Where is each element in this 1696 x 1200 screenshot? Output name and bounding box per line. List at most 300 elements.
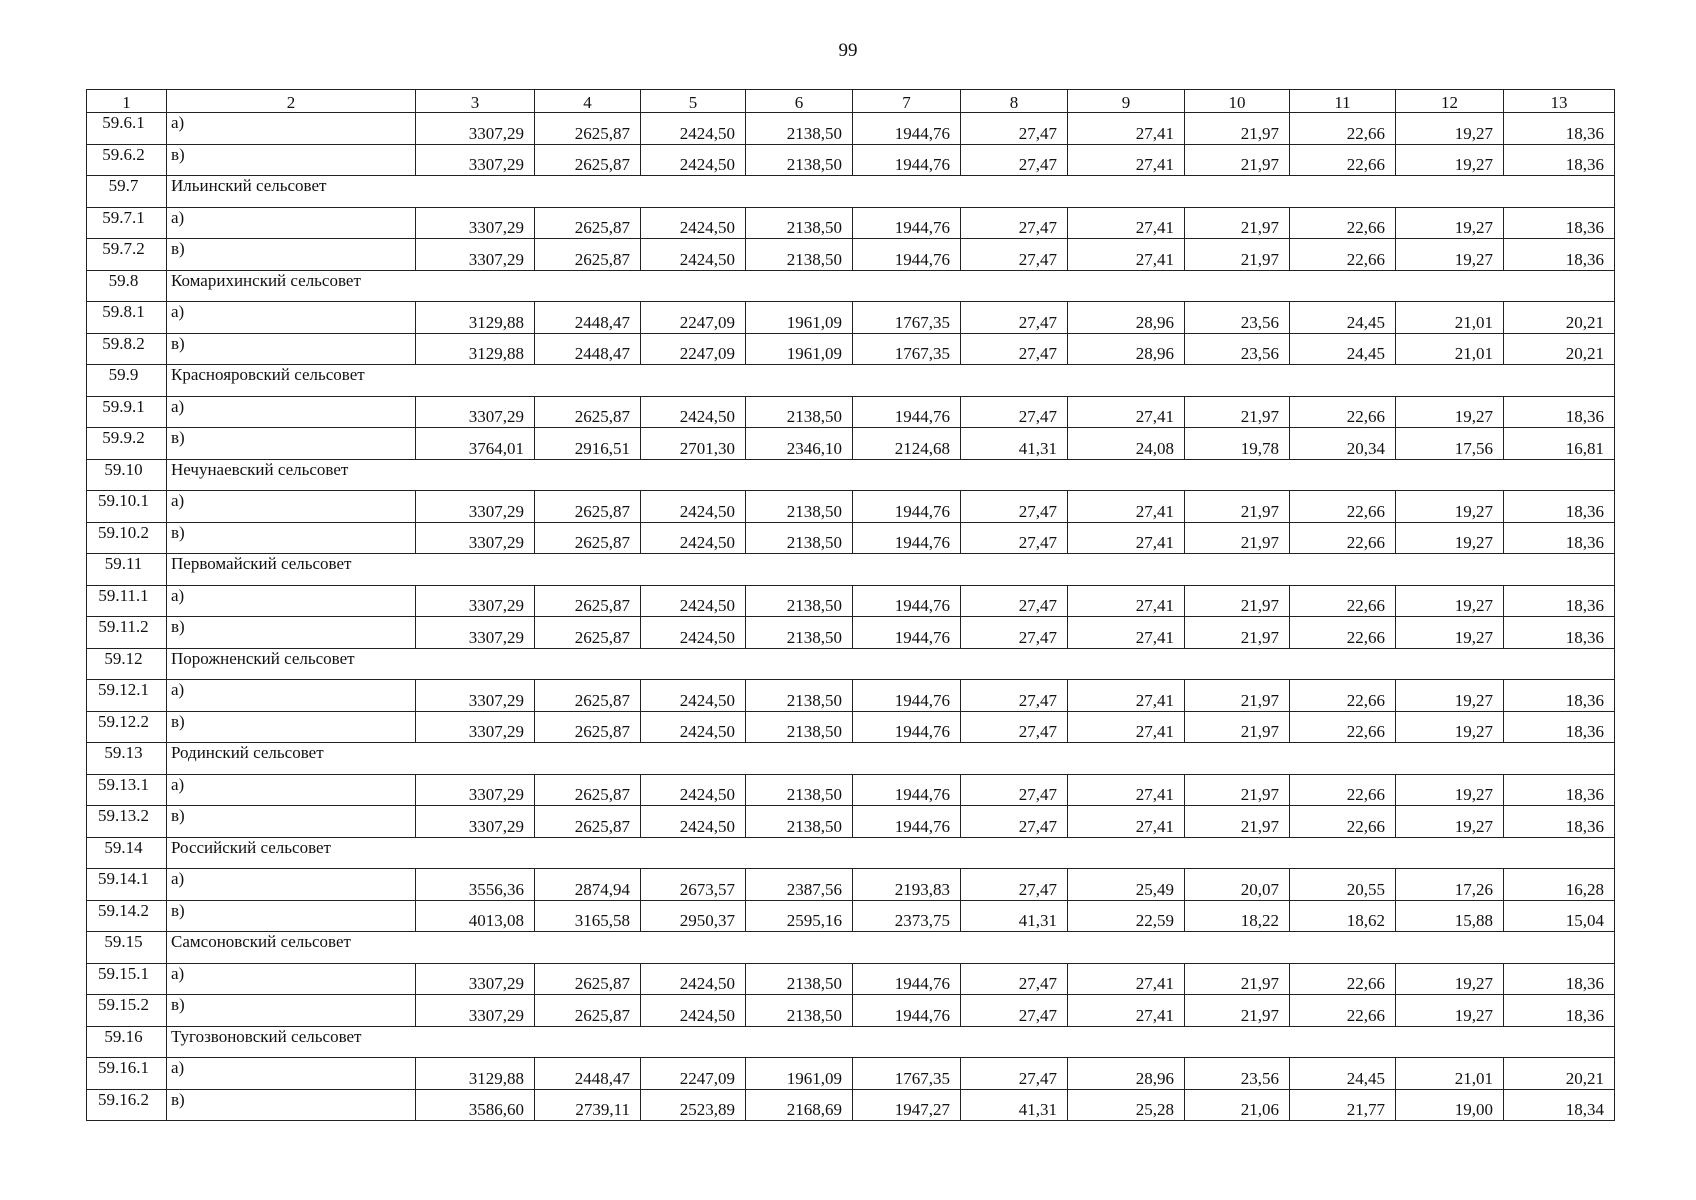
value-cell: 18,36 [1504,806,1615,838]
value-cell: 17,26 [1396,869,1504,901]
row-label: в) [167,144,416,176]
value-cell: 21,97 [1185,522,1290,554]
table-row [87,900,1615,932]
value-cell: 18,22 [1185,900,1290,932]
value-cell: 21,97 [1185,680,1290,712]
section-row [87,270,1615,302]
row-code: 59.15.2 [87,995,167,1027]
value-cell: 22,66 [1290,239,1396,271]
section-row [87,932,1615,964]
row-label: в) [167,806,416,838]
column-header: 2 [167,90,416,113]
value-cell: 1944,76 [853,113,961,145]
value-cell: 2193,83 [853,869,961,901]
value-cell: 2247,09 [641,302,746,334]
column-header: 9 [1068,90,1185,113]
value-cell: 22,59 [1068,900,1185,932]
value-cell: 19,27 [1396,711,1504,743]
value-cell: 3556,36 [416,869,535,901]
row-label: в) [167,617,416,649]
value-cell: 3307,29 [416,963,535,995]
value-cell: 1947,27 [853,1089,961,1121]
value-cell: 2424,50 [641,711,746,743]
value-cell: 27,41 [1068,774,1185,806]
value-cell: 2424,50 [641,995,746,1027]
value-cell: 18,36 [1504,491,1615,523]
value-cell: 27,47 [961,239,1068,271]
value-cell: 27,41 [1068,680,1185,712]
value-cell: 1944,76 [853,963,961,995]
value-cell: 19,27 [1396,963,1504,995]
value-cell: 2595,16 [746,900,853,932]
value-cell: 21,77 [1290,1089,1396,1121]
value-cell: 27,47 [961,806,1068,838]
row-label: в) [167,711,416,743]
value-cell: 16,81 [1504,428,1615,460]
row-code: 59.14.1 [87,869,167,901]
value-cell: 21,97 [1185,774,1290,806]
row-label: в) [167,239,416,271]
value-cell: 2424,50 [641,144,746,176]
value-cell: 2387,56 [746,869,853,901]
value-cell: 2346,10 [746,428,853,460]
value-cell: 2138,50 [746,113,853,145]
value-cell: 1944,76 [853,617,961,649]
value-cell: 20,34 [1290,428,1396,460]
row-label: в) [167,995,416,1027]
value-cell: 27,41 [1068,239,1185,271]
value-cell: 3165,58 [535,900,641,932]
value-cell: 1944,76 [853,491,961,523]
value-cell: 2625,87 [535,806,641,838]
value-cell: 1944,76 [853,239,961,271]
value-cell: 27,41 [1068,711,1185,743]
value-cell: 27,47 [961,113,1068,145]
value-cell: 20,21 [1504,302,1615,334]
value-cell: 19,27 [1396,806,1504,838]
column-header: 6 [746,90,853,113]
row-code: 59.13.2 [87,806,167,838]
value-cell: 3307,29 [416,806,535,838]
column-header: 1 [87,90,167,113]
value-cell: 2138,50 [746,585,853,617]
value-cell: 24,45 [1290,1058,1396,1090]
value-cell: 2124,68 [853,428,961,460]
value-cell: 2916,51 [535,428,641,460]
value-cell: 2424,50 [641,113,746,145]
row-code: 59.16 [87,1026,167,1058]
row-label: а) [167,963,416,995]
value-cell: 21,97 [1185,806,1290,838]
value-cell: 22,66 [1290,207,1396,239]
value-cell: 1944,76 [853,680,961,712]
value-cell: 2625,87 [535,585,641,617]
value-cell: 41,31 [961,900,1068,932]
row-code: 59.9 [87,365,167,397]
value-cell: 2625,87 [535,396,641,428]
value-cell: 23,56 [1185,1058,1290,1090]
value-cell: 22,66 [1290,806,1396,838]
value-cell: 2424,50 [641,680,746,712]
section-title: Ильинский сельсовет [167,176,1615,208]
value-cell: 19,27 [1396,585,1504,617]
value-cell: 1944,76 [853,585,961,617]
section-row [87,648,1615,680]
row-label: в) [167,522,416,554]
value-cell: 27,47 [961,1058,1068,1090]
value-cell: 23,56 [1185,302,1290,334]
value-cell: 2625,87 [535,491,641,523]
table-row [87,963,1615,995]
value-cell: 18,36 [1504,207,1615,239]
value-cell: 2138,50 [746,680,853,712]
value-cell: 18,36 [1504,522,1615,554]
row-label: а) [167,1058,416,1090]
value-cell: 2138,50 [746,522,853,554]
column-header: 7 [853,90,961,113]
section-title: Родинский сельсовет [167,743,1615,775]
value-cell: 1944,76 [853,995,961,1027]
value-cell: 27,47 [961,302,1068,334]
value-cell: 3307,29 [416,774,535,806]
row-code: 59.7 [87,176,167,208]
value-cell: 24,45 [1290,333,1396,365]
value-cell: 27,47 [961,144,1068,176]
value-cell: 4013,08 [416,900,535,932]
row-code: 59.14 [87,837,167,869]
value-cell: 18,36 [1504,585,1615,617]
value-cell: 3307,29 [416,113,535,145]
value-cell: 2138,50 [746,144,853,176]
row-code: 59.8 [87,270,167,302]
table-row [87,113,1615,145]
row-label: а) [167,491,416,523]
row-label: а) [167,113,416,145]
value-cell: 2448,47 [535,302,641,334]
row-code: 59.13 [87,743,167,775]
row-code: 59.9.2 [87,428,167,460]
value-cell: 1944,76 [853,774,961,806]
value-cell: 2168,69 [746,1089,853,1121]
row-code: 59.16.2 [87,1089,167,1121]
value-cell: 21,97 [1185,207,1290,239]
value-cell: 2523,89 [641,1089,746,1121]
value-cell: 18,34 [1504,1089,1615,1121]
value-cell: 2138,50 [746,491,853,523]
value-cell: 28,96 [1068,1058,1185,1090]
row-code: 59.6.1 [87,113,167,145]
section-title: Тугозвоновский сельсовет [167,1026,1615,1058]
value-cell: 18,36 [1504,774,1615,806]
value-cell: 27,47 [961,774,1068,806]
value-cell: 21,97 [1185,711,1290,743]
value-cell: 21,97 [1185,585,1290,617]
value-cell: 19,27 [1396,522,1504,554]
value-cell: 18,36 [1504,144,1615,176]
row-label: а) [167,680,416,712]
column-header: 11 [1290,90,1396,113]
value-cell: 20,55 [1290,869,1396,901]
value-cell: 18,36 [1504,113,1615,145]
value-cell: 19,27 [1396,396,1504,428]
value-cell: 15,88 [1396,900,1504,932]
value-cell: 27,41 [1068,113,1185,145]
table-row [87,774,1615,806]
value-cell: 1944,76 [853,711,961,743]
value-cell: 2448,47 [535,333,641,365]
value-cell: 2625,87 [535,144,641,176]
value-cell: 3307,29 [416,711,535,743]
value-cell: 25,49 [1068,869,1185,901]
value-cell: 19,78 [1185,428,1290,460]
value-cell: 21,97 [1185,113,1290,145]
value-cell: 3307,29 [416,522,535,554]
section-title: Самсоновский сельсовет [167,932,1615,964]
value-cell: 2424,50 [641,396,746,428]
section-title: Российский сельсовет [167,837,1615,869]
value-cell: 24,08 [1068,428,1185,460]
row-code: 59.6.2 [87,144,167,176]
value-cell: 2138,50 [746,396,853,428]
row-label: а) [167,396,416,428]
value-cell: 18,36 [1504,680,1615,712]
value-cell: 27,47 [961,491,1068,523]
row-code: 59.11 [87,554,167,586]
value-cell: 27,41 [1068,207,1185,239]
value-cell: 20,21 [1504,1058,1615,1090]
section-title: Комарихинский сельсовет [167,270,1615,302]
value-cell: 3307,29 [416,491,535,523]
table-row [87,585,1615,617]
table-row [87,239,1615,271]
section-row [87,1026,1615,1058]
value-cell: 27,41 [1068,617,1185,649]
column-header: 5 [641,90,746,113]
header-row [87,90,1615,113]
value-cell: 21,01 [1396,1058,1504,1090]
value-cell: 19,27 [1396,113,1504,145]
value-cell: 27,47 [961,963,1068,995]
table-row [87,396,1615,428]
value-cell: 2424,50 [641,207,746,239]
section-row [87,459,1615,491]
value-cell: 19,27 [1396,491,1504,523]
value-cell: 3307,29 [416,585,535,617]
value-cell: 19,00 [1396,1089,1504,1121]
section-row [87,176,1615,208]
column-header: 13 [1504,90,1615,113]
section-title: Первомайский сельсовет [167,554,1615,586]
value-cell: 22,66 [1290,617,1396,649]
value-cell: 27,47 [961,396,1068,428]
value-cell: 2448,47 [535,1058,641,1090]
value-cell: 27,47 [961,995,1068,1027]
value-cell: 19,27 [1396,617,1504,649]
value-cell: 18,62 [1290,900,1396,932]
value-cell: 1944,76 [853,806,961,838]
value-cell: 27,47 [961,869,1068,901]
row-code: 59.15.1 [87,963,167,995]
value-cell: 3307,29 [416,396,535,428]
row-code: 59.7.2 [87,239,167,271]
value-cell: 2373,75 [853,900,961,932]
value-cell: 2673,57 [641,869,746,901]
value-cell: 27,47 [961,585,1068,617]
value-cell: 1961,09 [746,302,853,334]
value-cell: 2625,87 [535,617,641,649]
column-header: 12 [1396,90,1504,113]
value-cell: 2424,50 [641,491,746,523]
value-cell: 18,36 [1504,239,1615,271]
value-cell: 2874,94 [535,869,641,901]
row-label: а) [167,207,416,239]
value-cell: 2625,87 [535,774,641,806]
row-label: а) [167,585,416,617]
value-cell: 3307,29 [416,680,535,712]
row-label: в) [167,1089,416,1121]
row-code: 59.7.1 [87,207,167,239]
value-cell: 27,41 [1068,491,1185,523]
section-title: Нечунаевский сельсовет [167,459,1615,491]
value-cell: 25,28 [1068,1089,1185,1121]
table-row [87,333,1615,365]
section-row [87,743,1615,775]
row-code: 59.11.2 [87,617,167,649]
value-cell: 2138,50 [746,711,853,743]
value-cell: 3586,60 [416,1089,535,1121]
table-row [87,1058,1615,1090]
row-code: 59.15 [87,932,167,964]
row-label: а) [167,774,416,806]
value-cell: 17,56 [1396,428,1504,460]
value-cell: 3764,01 [416,428,535,460]
value-cell: 19,27 [1396,680,1504,712]
value-cell: 21,97 [1185,239,1290,271]
section-row [87,365,1615,397]
value-cell: 21,97 [1185,396,1290,428]
table-body [87,113,1615,1121]
value-cell: 21,97 [1185,617,1290,649]
value-cell: 2247,09 [641,1058,746,1090]
column-header: 8 [961,90,1068,113]
value-cell: 27,47 [961,522,1068,554]
value-cell: 2424,50 [641,806,746,838]
value-cell: 1767,35 [853,302,961,334]
value-cell: 19,27 [1396,144,1504,176]
value-cell: 22,66 [1290,680,1396,712]
tariff-table [86,89,1615,1121]
value-cell: 22,66 [1290,113,1396,145]
value-cell: 18,36 [1504,617,1615,649]
value-cell: 27,47 [961,711,1068,743]
value-cell: 27,47 [961,207,1068,239]
value-cell: 2625,87 [535,239,641,271]
value-cell: 2138,50 [746,239,853,271]
value-cell: 2138,50 [746,806,853,838]
table-row [87,207,1615,239]
value-cell: 3307,29 [416,144,535,176]
table-row [87,1089,1615,1121]
value-cell: 1767,35 [853,333,961,365]
value-cell: 22,66 [1290,491,1396,523]
table-row [87,302,1615,334]
value-cell: 2424,50 [641,963,746,995]
row-code: 59.8.2 [87,333,167,365]
value-cell: 2625,87 [535,207,641,239]
value-cell: 2138,50 [746,774,853,806]
value-cell: 18,36 [1504,711,1615,743]
row-code: 59.12.1 [87,680,167,712]
value-cell: 21,97 [1185,995,1290,1027]
value-cell: 22,66 [1290,585,1396,617]
value-cell: 27,41 [1068,396,1185,428]
section-title: Краснояровский сельсовет [167,365,1615,397]
value-cell: 3129,88 [416,333,535,365]
value-cell: 21,97 [1185,491,1290,523]
section-row [87,837,1615,869]
table-row [87,869,1615,901]
value-cell: 1961,09 [746,1058,853,1090]
row-label: в) [167,333,416,365]
value-cell: 1961,09 [746,333,853,365]
value-cell: 3307,29 [416,995,535,1027]
row-label: в) [167,428,416,460]
value-cell: 27,41 [1068,963,1185,995]
value-cell: 41,31 [961,1089,1068,1121]
column-header: 4 [535,90,641,113]
value-cell: 2625,87 [535,680,641,712]
value-cell: 19,27 [1396,774,1504,806]
page-number: 99 [838,40,858,61]
value-cell: 27,41 [1068,806,1185,838]
value-cell: 2625,87 [535,113,641,145]
value-cell: 22,66 [1290,995,1396,1027]
table-header [87,90,1615,113]
value-cell: 1944,76 [853,522,961,554]
value-cell: 19,27 [1396,239,1504,271]
value-cell: 18,36 [1504,963,1615,995]
value-cell: 27,47 [961,617,1068,649]
value-cell: 2950,37 [641,900,746,932]
value-cell: 20,07 [1185,869,1290,901]
value-cell: 21,01 [1396,333,1504,365]
value-cell: 3129,88 [416,302,535,334]
value-cell: 22,66 [1290,774,1396,806]
value-cell: 2424,50 [641,522,746,554]
table-row [87,995,1615,1027]
value-cell: 21,06 [1185,1089,1290,1121]
table-row [87,806,1615,838]
value-cell: 27,41 [1068,585,1185,617]
value-cell: 1944,76 [853,396,961,428]
value-cell: 18,36 [1504,396,1615,428]
table-row [87,522,1615,554]
value-cell: 2424,50 [641,585,746,617]
value-cell: 22,66 [1290,396,1396,428]
value-cell: 22,66 [1290,711,1396,743]
value-cell: 3129,88 [416,1058,535,1090]
value-cell: 21,01 [1396,302,1504,334]
table-row [87,428,1615,460]
value-cell: 1944,76 [853,144,961,176]
column-header: 3 [416,90,535,113]
value-cell: 23,56 [1185,333,1290,365]
value-cell: 27,41 [1068,144,1185,176]
value-cell: 18,36 [1504,995,1615,1027]
row-label: а) [167,302,416,334]
value-cell: 2424,50 [641,774,746,806]
value-cell: 2138,50 [746,963,853,995]
